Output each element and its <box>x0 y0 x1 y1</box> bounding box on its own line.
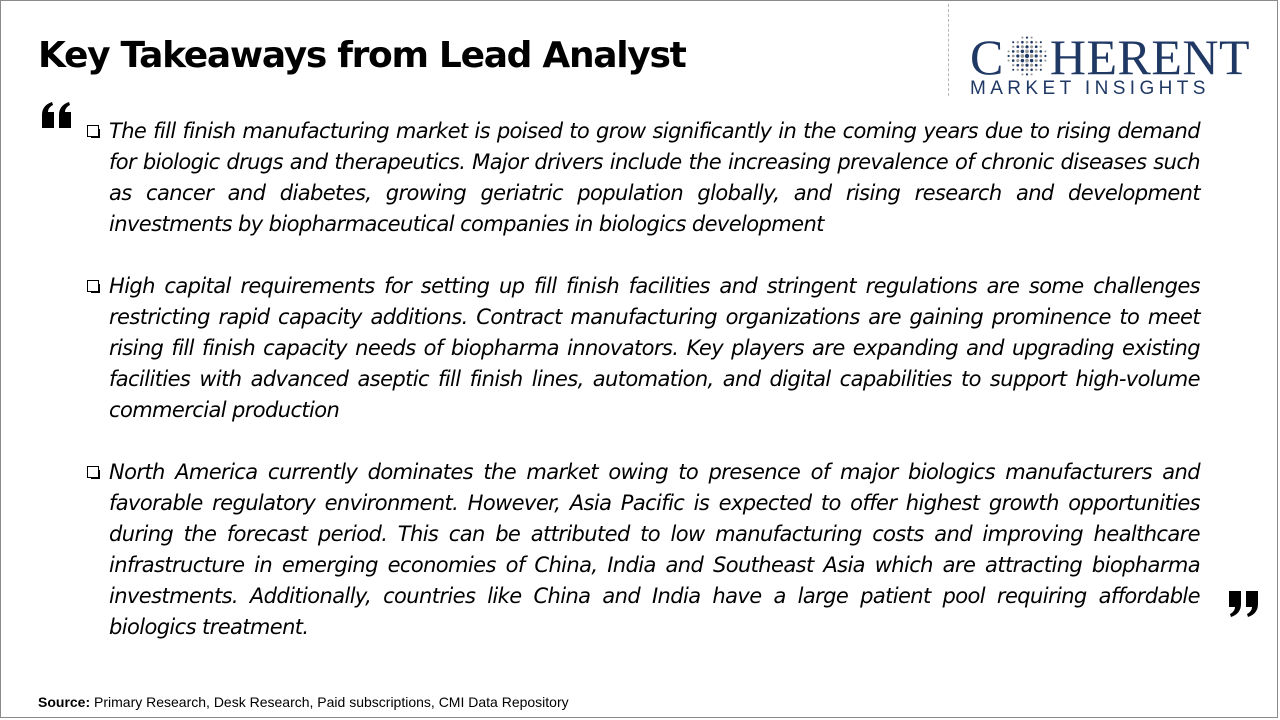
globe-dot <box>1020 54 1024 58</box>
open-quote-icon <box>40 97 76 137</box>
globe-dot <box>1025 45 1028 48</box>
logo-letters-herent: HERENT <box>1049 29 1251 85</box>
globe-dot <box>1016 69 1018 71</box>
takeaway-text: North America currently dominates the market owing to presence of major biologics manufacturers and favorable regulatory environment. However, Asia Pacific is expected to offer highest growth opportunities during the forecast period. This can be attributed to low manufacturing costs and improving healthcare infrastructure in emerging economies of China, India and Southeast Asia which are attracting biopharma investments. Additionally, countries like China and India have a large patient pool requiring affordable biologics treatment. <box>109 460 1200 639</box>
globe-dot <box>1021 37 1023 39</box>
globe-dot <box>1025 54 1029 58</box>
globe-dot <box>1030 73 1032 75</box>
globe-dot <box>1012 50 1015 53</box>
globe-dot <box>1026 73 1028 75</box>
globe-dot <box>1035 50 1038 53</box>
globe-dot <box>1021 64 1024 67</box>
source-label: Source: <box>38 694 91 710</box>
globe-dot <box>1026 41 1029 44</box>
globe-dot <box>1021 69 1024 72</box>
globe-dot <box>1021 50 1024 53</box>
globe-dot <box>1025 59 1029 63</box>
globe-dot <box>1040 69 1042 71</box>
logo-wordmark <box>970 30 1250 84</box>
close-quote-icon <box>1224 582 1260 622</box>
takeaway-text: High capital requirements for setting up fill finish facilities and stringent regulations are some challenges restricting rapid capacity additions. Contract manufacturing organizations are gaining prominence to meet rising fill finish capacity needs of biopharma innovators. Key players are expanding and upgrading existing facilities with advanced aseptic fill finish lines, automation, and digital capabilities to support high-volume commercial production <box>109 274 1200 422</box>
globe-dot <box>1044 55 1046 57</box>
globe-dot <box>1007 50 1009 52</box>
globe-dot <box>1021 41 1024 44</box>
globe-dot <box>1035 64 1038 67</box>
globe-dot <box>1030 37 1032 39</box>
checkbox-bullet-icon <box>87 280 99 292</box>
globe-dot <box>1035 45 1038 48</box>
logo-divider <box>948 4 949 96</box>
checkbox-bullet-icon <box>87 125 99 137</box>
globe-dot <box>1034 54 1037 57</box>
globe-dot <box>1025 50 1029 54</box>
page-title: Key Takeaways from Lead Analyst <box>38 35 686 76</box>
globe-dot <box>1039 46 1041 48</box>
globe-dot <box>1007 60 1009 62</box>
globe-dot <box>1016 54 1019 57</box>
globe-dot <box>1030 64 1033 67</box>
company-logo <box>970 30 1262 100</box>
globe-dot <box>1035 41 1037 43</box>
globe-dot <box>1016 59 1019 62</box>
globe-dot <box>1044 60 1046 62</box>
takeaway-item <box>84 271 1200 426</box>
globe-dot <box>1039 64 1041 66</box>
source-text: Primary Research, Desk Research, Paid subscriptions, CMI Data Repository <box>94 694 569 710</box>
globe-dot <box>1025 64 1028 67</box>
globe-dot <box>1035 69 1037 71</box>
globe-dot <box>1016 50 1019 53</box>
globe-dot <box>1040 41 1042 43</box>
globe-dot <box>1012 69 1014 71</box>
checkbox-bullet-icon <box>87 466 99 478</box>
globe-dot <box>1039 55 1042 58</box>
takeaway-item <box>84 116 1200 240</box>
globe-dot <box>1012 59 1015 62</box>
globe-dot <box>1035 59 1038 62</box>
globe-dot <box>1039 50 1042 53</box>
globe-dot <box>1026 37 1028 39</box>
globe-dot <box>1021 59 1024 62</box>
globe-dot <box>1030 59 1033 62</box>
globe-dot <box>1030 50 1033 53</box>
globe-dot <box>1012 41 1014 43</box>
source-note <box>38 692 569 712</box>
globe-dot <box>1030 45 1033 48</box>
takeaway-item <box>84 457 1200 643</box>
globe-dot <box>1016 64 1019 67</box>
globe-dot <box>1021 73 1023 75</box>
globe-dot <box>1012 55 1015 58</box>
globe-dot <box>1039 59 1042 62</box>
globe-icon <box>1005 34 1049 78</box>
globe-dot <box>1007 55 1009 57</box>
globe-dot <box>1044 50 1046 52</box>
globe-dot <box>1030 41 1033 44</box>
logo-letter-c: C <box>970 29 1004 85</box>
globe-dot <box>1016 45 1019 48</box>
globe-dot <box>1012 64 1014 66</box>
globe-dot <box>1012 46 1014 48</box>
globe-dot <box>1021 45 1024 48</box>
takeaway-text: The fill finish manufacturing market is poised to grow significantly in the coming years due to rising demand for biologic drugs and therapeutics. Major drivers include the increasing prevalence of chronic diseases such as cancer and diabetes, growing geriatric population globally, and rising research and development investments by biopharmaceutical companies in biologics development <box>109 119 1200 236</box>
globe-dot <box>1030 69 1033 72</box>
globe-dot <box>1016 41 1018 43</box>
globe-dot <box>1026 68 1029 71</box>
logo-subtitle: MARKET INSIGHTS <box>970 78 1210 99</box>
globe-dot <box>1030 54 1034 58</box>
